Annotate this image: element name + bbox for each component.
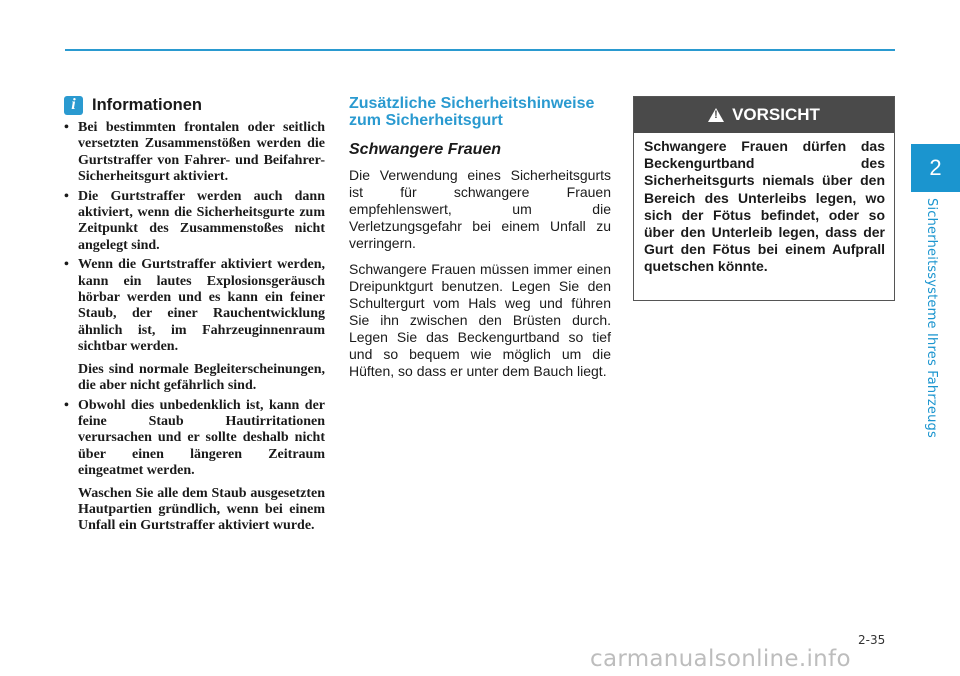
info-subparagraph: Dies sind normale Begleiterscheinungen, die aber nicht gefährlich sind. (78, 361, 325, 394)
caution-header (634, 97, 894, 133)
body-paragraph: Schwangere Frauen müssen immer einen Dreipunktgurt benutzen. Legen Sie den Schultergurt vom Hals weg und führen Sie ihn zwischen den Brüsten durch. Legen Sie das Beckengurtband so tief und so bequem wie möglich um die Hüften, so dass er unter dem Bauch liegt. (349, 261, 611, 379)
info-bullet: • Wenn die Gurtstraffer aktiviert werden, kann ein lautes Explosionsgeräusch hörbar werden und es kann ein feiner Staub, der einer Rauchentwicklung ähnlich ist, im Fahrzeuginnenraum sichtbar werden. (64, 257, 325, 355)
caution-box (633, 96, 895, 301)
info-subparagraph: Waschen Sie alle dem Staub ausgesetzten Hautpartien gründlich, wenn bei einem Unfall ein Gurtstraffer aktiviert wurde. (78, 485, 325, 534)
info-icon: i (64, 96, 83, 115)
chapter-side-title: Sicherheitssysteme Ihres Fahrzeugs (924, 198, 939, 438)
info-bullet: • Die Gurtstraffer werden auch dann aktiviert, wenn die Sicherheitsgurte zum Zeitpunkt des Zusammenstoßes nicht angelegt sind. (64, 189, 325, 255)
caution-heading: VORSICHT (732, 105, 820, 124)
info-column (64, 96, 325, 538)
chapter-number-tab[interactable]: 2 (911, 144, 960, 192)
watermark: carmanualsonline.info (590, 646, 851, 672)
warning-triangle-icon: ! (708, 108, 724, 122)
info-bullet: • Bei bestimmten frontalen oder seitlich versetzten Zusammenstößen werden die Gurtstraffer von Fahrer- und Beifahrer-Sicherheitsgurt aktiviert. (64, 120, 325, 186)
section-subtitle: Schwangere Frauen (349, 141, 502, 158)
header-rule (65, 49, 895, 51)
body-paragraph: Die Verwendung eines Sicherheitsgurts ist für schwangere Frauen empfehlenswert, um die Verletzungsgefahr bei einem Unfall zu verringern. (349, 167, 611, 251)
info-bullet: • Obwohl dies unbedenklich ist, kann der feine Staub Hautirritationen verursachen und er sollte deshalb nicht über einen längeren Zeitraum eingeatmet werden. (64, 398, 325, 480)
info-heading-row (64, 96, 325, 115)
page-number: 2-35 (858, 633, 886, 647)
caution-text: Schwangere Frauen dürfen das Beckengurtband des Sicherheitsgurts niemals über den Bereich des Unterleibs legen, wo sich der Fötus befindet, oder so über den Unterleib legen, dass der Gurt den Fötus bei einem Aufprall quetschen könnte. (644, 138, 885, 275)
section-title: Zusätzliche Sicherheitshinweise zum Sicherheitsgurt (349, 95, 595, 129)
main-column (349, 95, 611, 389)
info-heading: Informationen (92, 96, 202, 115)
